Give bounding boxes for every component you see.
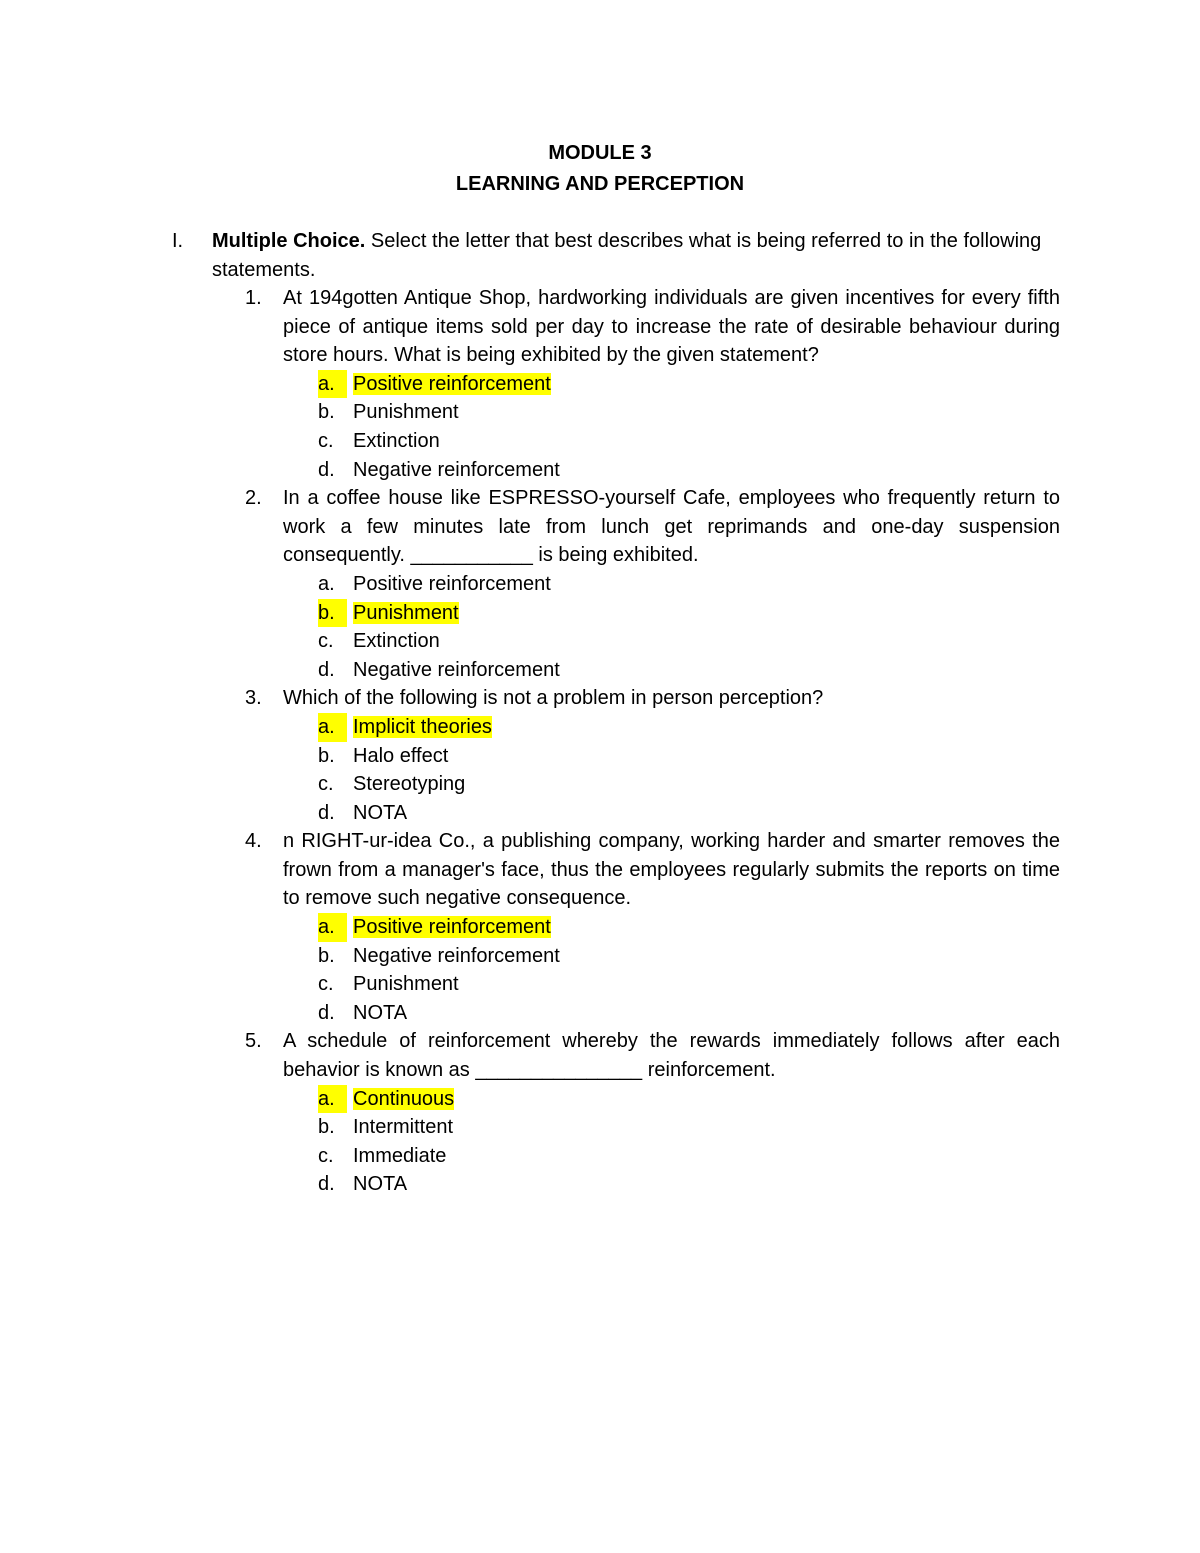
question-item (245, 1027, 1060, 1199)
section-instructions (212, 227, 1062, 284)
choice-letter: b. (318, 599, 347, 628)
highlighted-answer-choice (283, 913, 1060, 942)
answer-choice (283, 456, 1060, 485)
choice-letter: b. (318, 401, 335, 424)
choice-label: Extinction (353, 429, 440, 452)
question-number: 5. (245, 1030, 262, 1053)
answer-choice (283, 427, 1060, 456)
highlighted-answer-choice (283, 1085, 1060, 1114)
choice-letter: b. (318, 944, 335, 967)
choice-letter: a. (318, 713, 347, 742)
choice-list (283, 370, 1060, 484)
choice-list (283, 1085, 1060, 1199)
choice-label: Continuous (353, 1087, 455, 1110)
answer-choice (283, 1113, 1060, 1142)
answer-choice (283, 627, 1060, 656)
section-heading: Multiple Choice. (212, 230, 366, 252)
choice-letter: d. (318, 1173, 335, 1196)
choice-label: Punishment (353, 401, 459, 424)
question-item (245, 484, 1060, 684)
choice-letter: a. (318, 370, 347, 399)
answer-choice (283, 799, 1060, 828)
choice-letter: c. (318, 429, 334, 452)
module-number: MODULE 3 (548, 142, 652, 164)
choice-letter: a. (318, 572, 335, 595)
choice-label: Stereotyping (353, 773, 466, 796)
section-instruction-text: Select the letter that best describes what is being referred to in the following statements. (212, 230, 1042, 281)
highlighted-answer-choice (283, 599, 1060, 628)
choice-letter: d. (318, 1001, 335, 1024)
choice-label: Immediate (353, 1144, 447, 1167)
choice-label: Punishment (353, 601, 459, 624)
choice-letter: b. (318, 1116, 335, 1139)
answer-choice (283, 656, 1060, 685)
answer-choice (283, 770, 1060, 799)
choice-label: Negative reinforcement (353, 458, 560, 481)
page-title: LEARNING AND PERCEPTION (455, 173, 745, 195)
question-text: Which of the following is not a problem in person perception? (283, 687, 824, 710)
choice-label: Negative reinforcement (353, 658, 560, 681)
choice-letter: c. (318, 973, 334, 996)
choice-letter: d. (318, 801, 335, 824)
section-number: I. (172, 230, 184, 252)
choice-letter: c. (318, 1144, 334, 1167)
choice-letter: c. (318, 773, 334, 796)
question-number: 2. (245, 487, 262, 510)
choice-label: Halo effect (353, 744, 449, 767)
choice-label: Negative reinforcement (353, 944, 560, 967)
question-text: At 194gotten Antique Shop, hardworking individuals are given incentives for every fifth piece of antique items sold per day to increase the rate of desirable behaviour during store hours. What is being exhibited by the given statement? (283, 287, 1060, 367)
choice-label: NOTA (353, 1001, 408, 1024)
answer-choice (283, 1170, 1060, 1199)
choice-label: Punishment (353, 973, 459, 996)
question-text: In a coffee house like ESPRESSO-yourself Cafe, employees who frequently return to work a few minutes late from lunch get reprimands and one-day suspension consequently. ___________ is being exhibited. (283, 487, 1060, 567)
choice-letter: b. (318, 744, 335, 767)
question-item (245, 827, 1060, 1027)
answer-choice (283, 942, 1060, 971)
choice-label: Positive reinforcement (353, 916, 551, 939)
question-number: 4. (245, 830, 262, 853)
question-item (245, 684, 1060, 827)
choice-label: NOTA (353, 1173, 408, 1196)
answer-choice (283, 999, 1060, 1028)
choice-label: Positive reinforcement (353, 372, 551, 395)
answer-choice (283, 1142, 1060, 1171)
choice-label: Positive reinforcement (353, 572, 551, 595)
choice-label: NOTA (353, 801, 408, 824)
choice-label: Implicit theories (353, 715, 492, 738)
highlighted-answer-choice (283, 370, 1060, 399)
choice-label: Extinction (353, 630, 440, 653)
answer-choice (283, 742, 1060, 771)
choice-list (283, 913, 1060, 1027)
question-item (245, 284, 1060, 484)
question-text: n RIGHT-ur-idea Co., a publishing company, working harder and smarter removes the frown from a manager's face, thus the employees regularly submits the reports on time to remove such negative consequence. (283, 830, 1060, 910)
question-list (245, 284, 1060, 1199)
choice-letter: d. (318, 658, 335, 681)
question-number: 1. (245, 287, 262, 309)
choice-letter: a. (318, 913, 347, 942)
question-number: 3. (245, 687, 262, 710)
choice-letter: a. (318, 1085, 347, 1114)
choice-label: Intermittent (353, 1116, 454, 1139)
choice-list (283, 713, 1060, 827)
choice-list (283, 570, 1060, 684)
choice-letter: d. (318, 458, 335, 481)
answer-choice (283, 570, 1060, 599)
choice-letter: c. (318, 630, 334, 653)
answer-choice (283, 398, 1060, 427)
answer-choice (283, 970, 1060, 999)
question-text: A schedule of reinforcement whereby the rewards immediately follows after each behavior is known as _______________ reinforcement. (283, 1030, 1060, 1082)
highlighted-answer-choice (283, 713, 1060, 742)
